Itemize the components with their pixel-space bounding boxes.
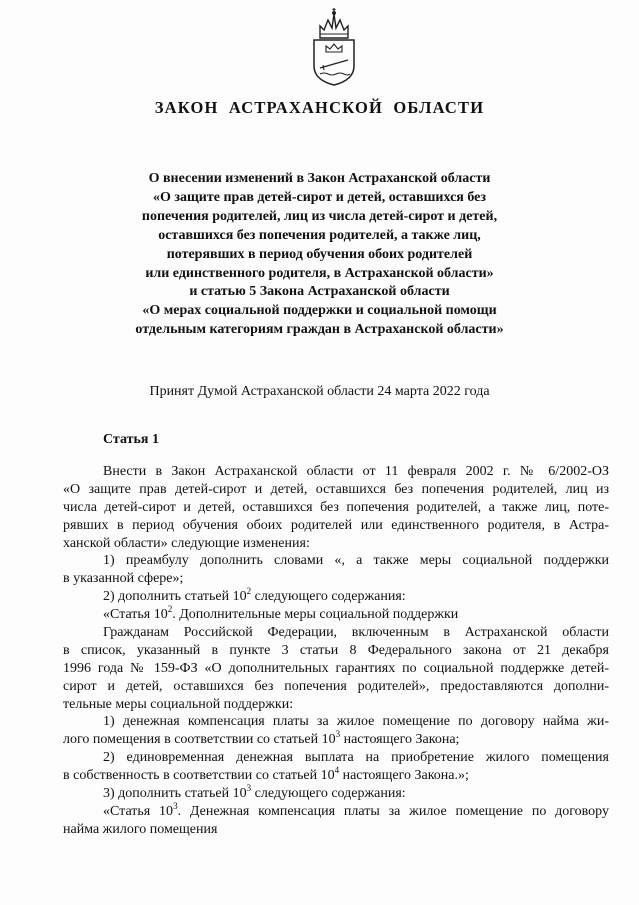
text-segment: «О защите прав детей-сирот и детей, оставшихся без попечения родителей, лиц из (63, 481, 609, 497)
superscript: 2 (246, 586, 252, 597)
body-line (63, 517, 609, 535)
superscript: 3 (173, 800, 178, 811)
text-segment: Внести в Закон Астраханской области от 11 февраля 2002 г. № 6/2002-ОЗ (103, 464, 609, 479)
body-line (63, 499, 609, 517)
superscript: 3 (246, 783, 252, 794)
text-segment: тельные меры социальной поддержки: (63, 696, 294, 712)
text-segment: 3) дополнить статьей 10 (103, 786, 247, 802)
subject-line: потерявших в период обучения обоих родителей (166, 246, 473, 262)
adoption-note: Принят Думой Астраханской области 24 марта 2022 года (149, 384, 490, 399)
text-segment: 1) преамбулу дополнить словами «, а также меры социальной поддержки (103, 553, 609, 569)
text-segment: настоящего Закона.»; (339, 768, 469, 784)
subject-line: и статью 5 Закона Астраханской области (189, 284, 450, 300)
subject-line: или единственного родителя, в Астраханской области» (145, 265, 494, 281)
subject-line: «О мерах социальной поддержки и социальной помощи (142, 303, 497, 319)
body-line (63, 570, 609, 588)
body-line (63, 535, 609, 553)
text-segment: 2) единовременная денежная выплата на приобретение жилого помещения (103, 750, 609, 766)
text-segment: «Статья 10 (103, 803, 174, 819)
subject-line: попечения родителей, лиц из числа детей-сирот и детей, (141, 208, 498, 224)
superscript: 3 (335, 729, 341, 740)
text-segment: ханской области» следующие изменения: (63, 535, 310, 551)
body-line (63, 678, 609, 696)
text-segment: 1) денежная компенсация платы за жилое помещение по договору найма жи- (103, 714, 609, 730)
body-line (63, 696, 609, 714)
law-title: ЗАКОН АСТРАХАНСКОЙ ОБЛАСТИ (154, 98, 485, 117)
body-line (63, 588, 609, 606)
body-line (63, 642, 609, 660)
text-segment: . Денежная компенсация платы за жилое помещение по договору (177, 803, 609, 819)
body-line (63, 606, 609, 624)
body-line (63, 731, 609, 749)
body-line (63, 660, 609, 678)
text-segment: 1996 года № 159-ФЗ «О дополнительных гарантиях по социальной поддержке детей- (63, 660, 609, 676)
text-segment: рявших в период обучения обоих родителей или единственного родителя, в Астра- (63, 517, 609, 533)
article-heading: Статья 1 (103, 432, 159, 447)
body-line (63, 624, 609, 642)
text-segment: следующего содержания: (251, 589, 406, 605)
article-body (63, 463, 609, 839)
superscript: 4 (334, 765, 340, 776)
subject-line: отдельным категориям граждан в Астраханской области» (135, 322, 504, 338)
body-line (63, 552, 609, 570)
body-line (63, 463, 609, 481)
text-segment: «Статья 10 (103, 607, 168, 623)
law-subject (60, 170, 579, 340)
text-segment: в собственность в соответствии со статьей 10 (63, 768, 335, 784)
text-segment: в список, указанный в пункте 3 статьи 8 Федерального закона от 21 декабря (63, 642, 609, 658)
superscript: 2 (167, 604, 173, 615)
body-line (63, 767, 609, 785)
subject-line: оставшихся без попечения родителей, а также лиц, (158, 227, 481, 243)
subject-line: «О защите прав детей-сирот и детей, оставшихся без (152, 189, 487, 205)
text-segment: в указанной сфере»; (63, 571, 184, 587)
text-segment: числа детей-сирот и детей, оставшихся без попечения родителей, а также лиц, поте- (63, 499, 609, 515)
body-line (63, 800, 609, 821)
body-line (63, 785, 609, 803)
body-line (63, 481, 609, 499)
body-line (63, 821, 609, 839)
text-segment: 2) дополнить статьей 10 (103, 589, 247, 605)
text-segment: лого помещения в соответствии со статьей 10 (63, 732, 336, 748)
text-segment: найма жилого помещения (63, 821, 218, 837)
text-segment: следующего содержания: (251, 786, 406, 802)
text-segment: Гражданам Российской Федерации, включенным в Астраханской области (103, 625, 609, 641)
text-segment: . Дополнительные меры социальной поддержки (172, 607, 459, 623)
text-segment: сирот и детей, оставшихся без попечения родителей», предоставляются дополни- (63, 678, 609, 694)
text-segment: настоящего Закона; (340, 732, 460, 748)
astrakhan-coat-of-arms-icon (306, 8, 362, 86)
subject-line: О внесении изменений в Закон Астраханской области (148, 171, 491, 186)
